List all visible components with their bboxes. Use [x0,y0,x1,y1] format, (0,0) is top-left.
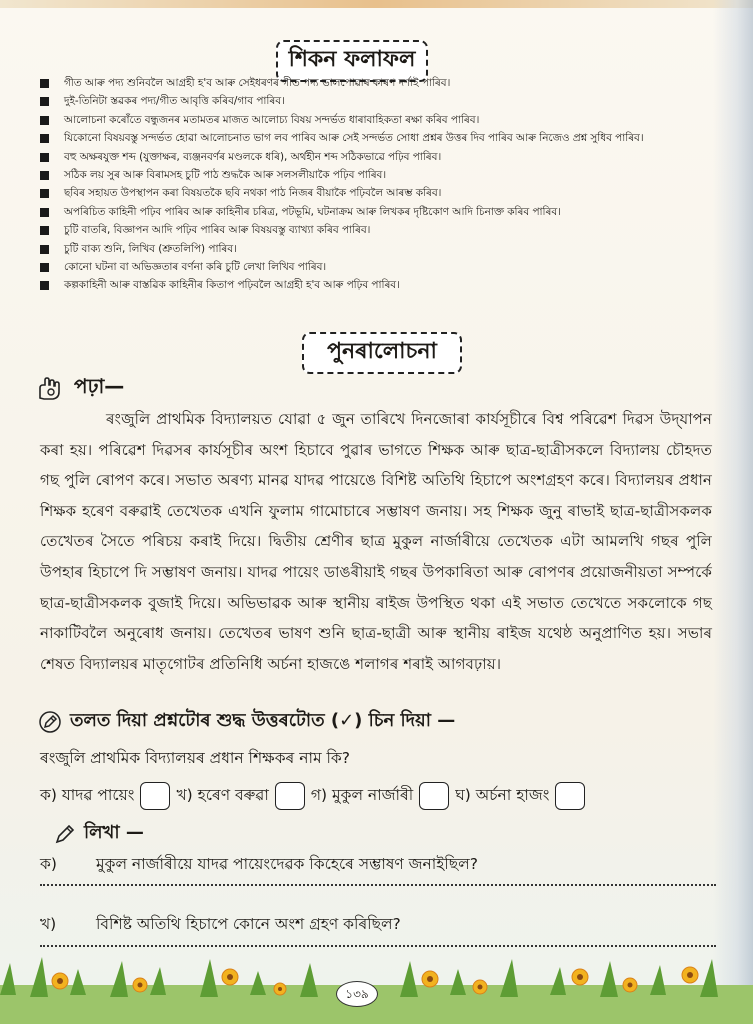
list-item: সঠিক লয় সুৰ আৰু বিৰামসহ চুটি পাঠ শুদ্ধকৈ আৰু সলসলীয়াকৈ পঢ়িব পাৰিব। [36,166,726,184]
answer-line[interactable] [40,945,716,947]
square-bullet-icon [40,153,49,162]
square-bullet-icon [40,245,49,254]
list-item: আলোচনা কৰোঁতে বন্ধুজনৰ মতামতৰ মাজত আলোচ্য বিষয় সন্দৰ্ভত ধাৰাবাহিকতা ৰক্ষা কৰিব পাৰিব। [36,111,726,129]
reading-passage: ৰংজুলি প্ৰাথমিক বিদ্যালয়ত যোৱা ৫ জুন তাৰিখে দিনজোৰা কাৰ্যসূচীৰে বিশ্ব পৰিৱেশ দিৱস উদ্‌যাপন কৰা হয়। পৰিৱেশ দিৱসৰ কাৰ্যসূচীৰ অংশ হিচাবে পুৱাৰ ভাগতে শিক্ষক আৰু ছাত্ৰ-ছাত্ৰীসকলে বিদ্যালয় চৌহদত গছ পুলি ৰোপণ কৰে। সভাত অৰণ্য মানৱ যাদৱ পায়েঙে বিশিষ্ট অতিথি হিচাপে অংশগ্ৰহণ কৰে। বিদ্যালয়ৰ প্ৰধান শিক্ষক হৰেণ বৰুৱাই তেখেতক এখনি ফুলাম গামোচাৰে সম্ভাষণ জনায়। সহ শিক্ষক জুনু ৰাভাই ছাত্ৰ-ছাত্ৰীসকলক তেখেতৰ সৈতে পৰিচয় কৰাই দিয়ে। দ্বিতীয় শ্ৰেণীৰ ছাত্ৰ মুকুল নাৰ্জাৰীয়ে তেখেতক এটা আমলখি গছৰ পুলি উপহাৰ হিচাপে দি সম্ভাষণ জনায়। যাদৱ পায়েং ডাঙৰীয়াই গছৰ উপকাৰিতা আৰু ৰোপণৰ প্ৰয়োজনীয়তা সম্পৰ্কে ছাত্ৰ-ছাত্ৰীসকলক বুজাই দিয়ে। অভিভাৱক আৰু স্থানীয় ৰাইজ উপস্থিত থকা এই সভাত তেখেতে সকলোকে গছ নাকাটিবলৈ অনুৰোধ জনায়। তেখেতৰ ভাষণ শুনি ছাত্ৰ-ছাত্ৰী আৰু স্থানীয় ৰাইজ যথেষ্ঠ অনুপ্ৰাণিত হয়। সভাৰ শেষত বিদ্যালয়ৰ মাতৃগোটৰ প্ৰতিনিধি অৰ্চনা হাজঙে শলাগৰ শৰাই আগবঢ়ায়। [40,410,713,673]
square-bullet-icon [40,79,49,88]
square-bullet-icon [40,208,49,217]
option-b-checkbox[interactable] [275,782,305,810]
mcq-options [40,782,700,810]
review-title: পুনৰালোচনা [302,332,462,374]
writing-question: ক) মুকুল নাৰ্জাৰীয়ে যাদৱ পায়েংদেৱক কিহেৰে সম্ভাষণ জনাইছিল? [40,855,478,873]
mcq-heading: তলত দিয়া প্ৰশ্নটোৰ শুদ্ধ উত্তৰটোত (✓) চিন দিয়া — [38,706,455,737]
square-bullet-icon [40,171,49,180]
learning-outcomes-list [36,74,726,295]
list-item: চুটি বাক্য শুনি, লিখিব (শ্ৰুতলিপি) পাৰিব। [36,240,726,258]
learning-outcomes-title: শিকন ফলাফল [276,40,428,82]
option-d[interactable]: ঘ) অৰ্চনা হাজং [455,782,585,810]
option-d-checkbox[interactable] [555,782,585,810]
option-b[interactable]: খ) হৰেণ বৰুৱা [176,782,304,810]
square-bullet-icon [40,134,49,143]
list-item: কল্পকাহিনী আৰু বাস্তৱিক কাহিনীৰ কিতাপ পঢ়িবলৈ আগ্ৰহী হ'ব আৰু পঢ়িব পাৰিব। [36,276,726,294]
list-item: বহু অক্ষৰযুক্ত শব্দ (যুক্তাক্ষৰ, ব্যঞ্জনবৰ্ণৰ মণ্ডলকে ধৰি), অৰ্থহীন শব্দ সঠিকভাৱে পঢ়িব পাৰিব। [36,148,726,166]
option-c-checkbox[interactable] [419,782,449,810]
square-bullet-icon [40,263,49,272]
square-bullet-icon [40,226,49,235]
pencil-icon [38,710,62,734]
reading-heading: পঢ়া— [36,372,124,405]
writing-heading: লিখা — [54,818,144,849]
list-item: অপৰিচিত কাহিনী পঢ়িব পাৰিব আৰু কাহিনীৰ চৰিত্ৰ, পটভূমি, ঘটনাক্ৰম আৰু লিখকৰ দৃষ্টিকোণ আদি চিনাক্ত কৰিব পাৰিব। [36,203,726,221]
square-bullet-icon [40,97,49,106]
list-item: গীত আৰু পদ্য শুনিবলৈ আগ্ৰহী হ'ব আৰু সেইধৰণৰ গীত পদ্য ভালপোৱাৰ কাৰণ দৰ্শাই পাৰিব। [36,74,726,92]
square-bullet-icon [40,189,49,198]
page-number: ১৩৯ [336,981,378,1007]
option-c[interactable]: গ) মুকুল নাৰ্জাৰী [311,782,449,810]
pen-icon [54,823,76,845]
square-bullet-icon [40,281,49,290]
option-a-checkbox[interactable] [140,782,170,810]
square-bullet-icon [40,116,49,125]
reading-hand-icon [36,376,66,402]
list-item: চুটি বাতৰি, বিজ্ঞাপন আদি পঢ়িব পাৰিব আৰু বিষয়বস্তু ব্যাখ্যা কৰিব পাৰিব। [36,221,726,239]
list-item: ছবিৰ সহায়ত উপস্থাপন কৰা বিষয়তকৈ ছবি নথকা পাঠ নিজৰ বীয়াকৈ পঢ়িবলৈ আৰম্ভ কৰিব। [36,184,726,202]
mcq-question: ৰংজুলি প্ৰাথমিক বিদ্যালয়ৰ প্ৰধান শিক্ষকৰ নাম কি? [40,749,350,767]
list-item: দুই-তিনিটা স্তৱকৰ পদ্য/গীত আবৃত্তি কৰিব/গাব পাৰিব। [36,92,726,110]
writing-question: খ) বিশিষ্ট অতিথি হিচাপে কোনে অংশ গ্ৰহণ কৰিছিল? [40,915,401,933]
top-decoration [0,0,753,8]
answer-line[interactable] [40,884,716,886]
list-item: যিকোনো বিষয়বস্তু সন্দৰ্ভত হোৱা আলোচনাত ভাগ লব পাৰিব আৰু সেই সন্দৰ্ভত সোধা প্ৰশ্নৰ উত্তৰ দিব পাৰিব আৰু নিজেও প্ৰশ্ন সুধিব পাৰিব। [36,129,726,147]
option-a[interactable]: ক) যাদৱ পায়েং [40,782,170,810]
list-item: কোনো ঘটনা বা অভিজ্ঞতাৰ বৰ্ণনা কৰি চুটি লেখা লিখিব পাৰিব। [36,258,726,276]
